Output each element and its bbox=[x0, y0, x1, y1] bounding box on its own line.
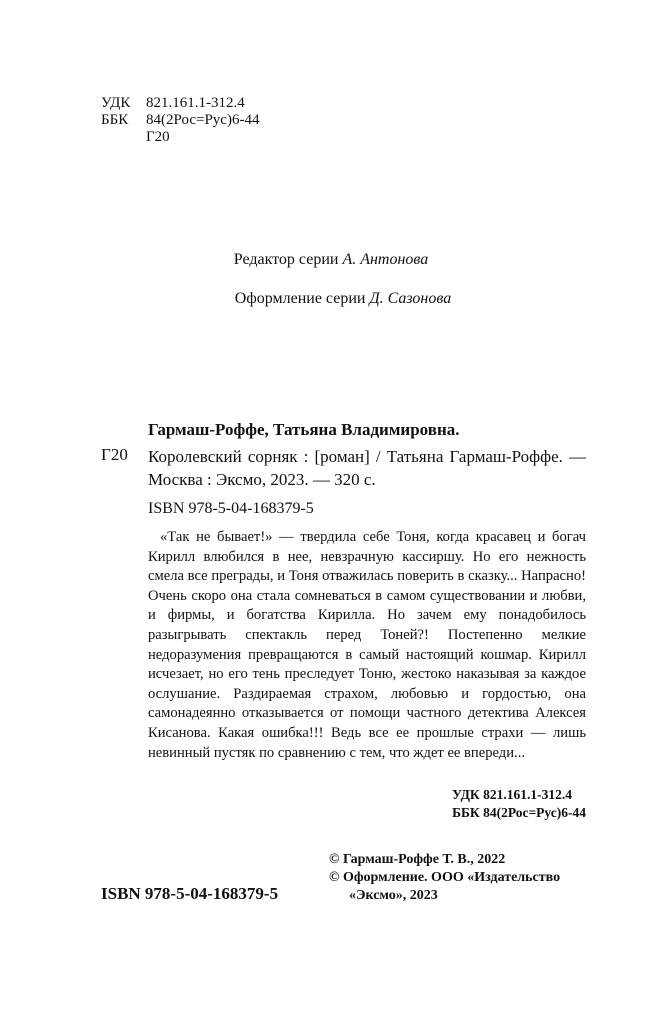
copyright-author: © Гармаш-Роффе Т. В., 2022 bbox=[329, 852, 506, 867]
record-isbn: ISBN 978-5-04-168379-5 bbox=[148, 500, 314, 517]
annotation: «Так не бывает!» — твердила себе Тоня, когда красавец и богач Кирилл влюбился в нее, невзрачную кассиршу. Но его нежность смела все преграды, и Тоня отважилась поверить в сказку... Напрасно! Очень скоро она стала сомневаться в самом существовании и любви, и фирмы, и богатства Кирилла. Но зачем ему понадобилось разыгрывать спектакль перед Тоней?! Постепенно мелкие недоразумения превращаются в самый настоящий кошмар. Кирилл исчезает, но его тень преследует Тоню, жестоко наказывая за каждое ослушание. Раздираемая страхом, любовью и гордостью, она самонадеянно отказывается от помощи частного детектива Алексея Кисанова. Какая ошибка!!! Ведь все ее прошлые страхи — лишь невинный пустяк по сравнению с тем, что ждет ее впереди... bbox=[148, 529, 586, 761]
udk-row bbox=[101, 95, 259, 112]
bbk-value: 84(2Рос=Рус)6-44 bbox=[146, 112, 260, 128]
series-editor-label: Редактор серии bbox=[233, 251, 339, 268]
bbk-row bbox=[101, 112, 259, 129]
udk-label: УДК bbox=[101, 95, 131, 111]
author-mark-row bbox=[101, 129, 259, 146]
record-udk: УДК 821.161.1-312.4 bbox=[452, 787, 572, 802]
copyright-block bbox=[329, 851, 589, 905]
series-design bbox=[0, 290, 662, 308]
series-design-name: Д. Сазонова bbox=[369, 290, 452, 307]
series-editor-name: А. Антонова bbox=[342, 251, 429, 268]
footer-isbn: ISBN 978-5-04-168379-5 bbox=[101, 884, 279, 903]
record-description: Королевский сорняк : [роман] / Татьяна Гармаш-Роффе. — Москва : Эксмо, 2023. — 320 с. bbox=[148, 447, 586, 489]
copyright-design-cont: «Эксмо», 2023 bbox=[349, 888, 438, 903]
copyright-design: © Оформление. ООО «Издательство bbox=[329, 870, 561, 885]
record-code: Г20 bbox=[101, 445, 128, 464]
series-editor bbox=[0, 251, 662, 269]
bbk-label: ББК bbox=[101, 112, 129, 128]
classification-block bbox=[101, 95, 259, 146]
record-classification bbox=[452, 786, 586, 822]
record-bbk: ББК 84(2Рос=Рус)6-44 bbox=[452, 805, 586, 820]
series-design-label: Оформление серии bbox=[234, 290, 366, 307]
udk-value: 821.161.1-312.4 bbox=[146, 95, 245, 111]
author-mark: Г20 bbox=[146, 129, 170, 145]
record-author: Гармаш-Роффе, Татьяна Владимировна. bbox=[148, 420, 460, 439]
